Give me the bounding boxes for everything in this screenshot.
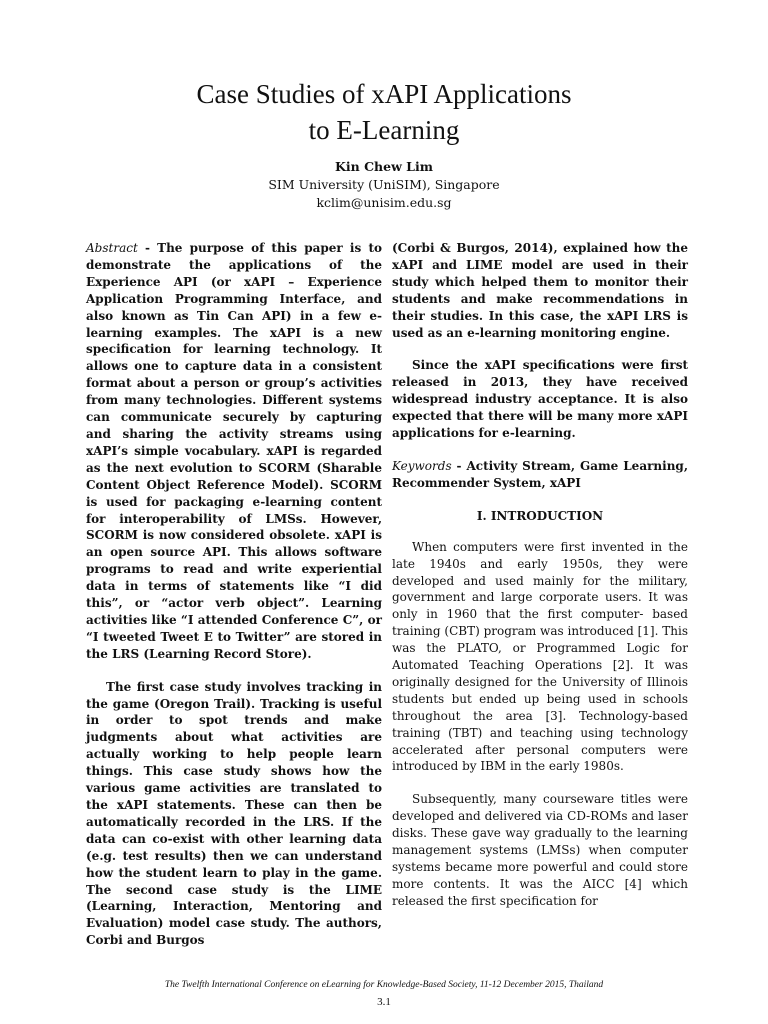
keywords-text: - Activity Stream, Game Learning, Recommender System, xAPI	[392, 458, 688, 490]
abstract-paragraph-2: The first case study involves tracking in the game (Oregon Trail). Tracking is useful in order to spot trends and make judgments about what activities are actually working to help people learn things. This case study shows how the various game activities are translated to the xAPI statements. These can then be automatically recorded in the LRS. If the data can co-exist with other learning data (e.g. test results) then we can understand how the student learn to play in the game. The second case study is the LIME (Learning, Interaction, Mentoring and Evaluation) model case study. The authors, Corbi and Burgos	[86, 679, 382, 948]
right-column	[392, 240, 688, 926]
author-email: kclim@unisim.edu.sg	[316, 195, 452, 210]
abstract-paragraph	[86, 240, 382, 663]
keywords-paragraph	[392, 458, 688, 492]
left-column	[86, 240, 382, 965]
title-line-2: to E-Learning	[308, 115, 460, 145]
introduction-paragraph-2: Subsequently, many courseware titles were developed and delivered via CD-ROMs and laser disks. These gave way gradually to the learning management systems (LMSs) when computer systems became more powerful and could store more contents. It was the AICC [4] which released the first specification for	[392, 792, 688, 908]
abstract-label: Abstract	[86, 241, 138, 255]
conference-footer: The Twelfth International Conference on eLearning for Knowledge-Based Society, 11-12 December 2015, Thailand	[164, 980, 604, 990]
abstract-paragraph-3: Since the xAPI specifications were first released in 2013, they have received widespread industry acceptance. It is also expected that there will be many more xAPI applications for e-learning.	[392, 358, 688, 441]
introduction-heading: I. INTRODUCTION	[476, 508, 604, 523]
abstract-text: - The purpose of this paper is to demonstrate the applications of the Experience API (or xAPI – Experience Application Programming Interface, and also known as Tin Can API) in a few e-learning examples. The xAPI is a new specification for learning technology. It allows one to capture data in a consistent format about a person or group’s activities from many technologies. Different systems can communicate securely by capturing and sharing the activity streams using xAPI’s simple vocabulary. xAPI is regarded as the next evolution to SCORM (Sharable Content Object Reference Model). SCORM is used for packaging e-learning content for interoperability of LMSs. However, SCORM is now considered obsolete. xAPI is an open source API. This allows software programs to read and write experiential data in terms of statements like “I did this”, or “actor verb object”. Learning activities like “I attended Conference C”, or “I tweeted Tweet E to Twitter” are stored in the LRS (Learning Record Store).	[86, 241, 382, 661]
author-block	[0, 158, 768, 212]
title-line-1: Case Studies of xAPI Applications	[196, 79, 572, 109]
abstract-paragraph-2-continued: (Corbi & Burgos, 2014), explained how the xAPI and LIME model are used in their study which helped them to monitor their students and make recommendations in their studies. In this case, the xAPI LRS is used as an e-learning monitoring engine.	[392, 241, 688, 340]
introduction-paragraph-1: When computers were first invented in the late 1940s and early 1950s, they were developed and used mainly for the military, government and large corporate users. It was only in 1960 that the first computer- based training (CBT) program was introduced [1]. This was the PLATO, or Programmed Logic for Automated Teaching Operations [2]. It was originally designed for the University of Illinois students but ended up being used in schools throughout the area [3]. Technology-based training (TBT) and teaching using technology accelerated after personal computers were introduced by IBM in the early 1980s.	[392, 539, 688, 774]
author-name: Kin Chew Lim	[335, 159, 433, 174]
keywords-label: Keywords	[392, 458, 452, 473]
paper-title	[0, 76, 768, 148]
page-number: 3.1	[377, 996, 391, 1008]
author-affiliation: SIM University (UniSIM), Singapore	[268, 177, 500, 192]
